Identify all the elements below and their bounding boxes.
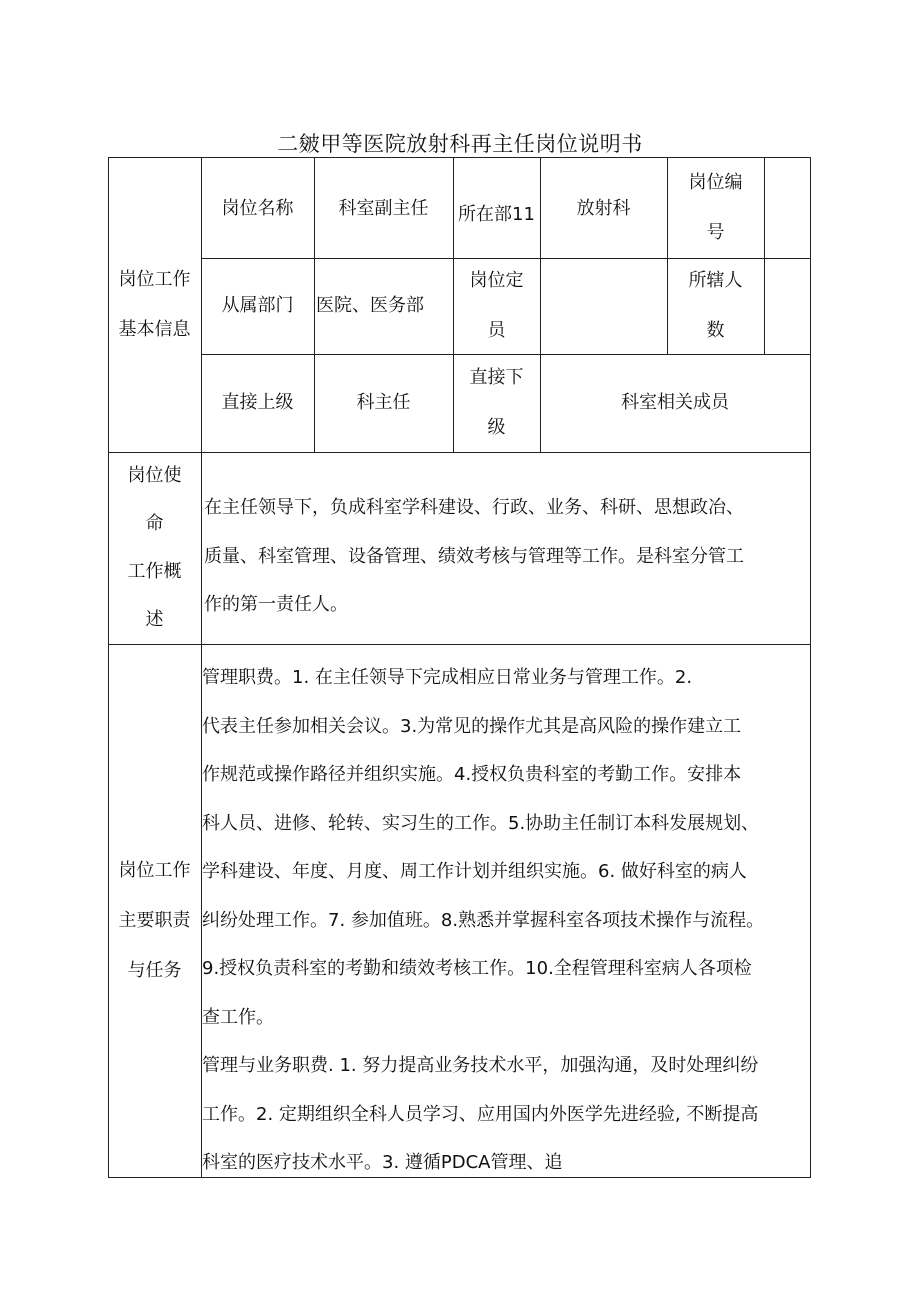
mission-label bbox=[108, 452, 201, 644]
mission-line: 在主任领导下，负成科室学科建设、行政、业务、科研、思想政冶、 bbox=[204, 497, 744, 518]
direct-subordinate-label bbox=[453, 354, 540, 452]
duties-label bbox=[108, 846, 201, 996]
duties-line: 作规范或操作路径并组织实施。4.授权负贵科室的考勤工作。安排本 bbox=[202, 764, 742, 785]
post-name-label: 岗位名称 bbox=[221, 198, 294, 219]
duties-label-line3: 与任务 bbox=[127, 960, 182, 981]
duties-line: 科人员、进修、轮转、实习生的工作。5.协助主任制订本科发展规划、 bbox=[202, 812, 760, 834]
duties-line: 查工作。 bbox=[202, 1006, 274, 1028]
subordinates-count-label bbox=[667, 258, 764, 354]
duties-text bbox=[202, 654, 764, 1188]
post-number-label bbox=[667, 157, 764, 258]
duties-line: 科室的医疗技术水平。3. 遵循PDCA管理、追 bbox=[202, 1152, 563, 1173]
page-title: 二皴甲等医院放射科再主任岗位说明书 bbox=[277, 132, 643, 156]
basic-info-label-line2: 基本信息 bbox=[118, 318, 191, 340]
mission-text bbox=[204, 484, 744, 630]
post-number-label-line1: 岗位编 bbox=[688, 171, 743, 193]
duties-line: 代表主任参加相关会议。3.为常见的操作尤其是高风险的操作建立工 bbox=[202, 715, 742, 737]
duties-line: 纠纷处理工作。7. 参加值班。8.熟悉并掌握科室各项技术操作与流程。 bbox=[202, 909, 765, 931]
subordinates-count-label-line1: 所辖人 bbox=[688, 270, 743, 291]
mission-label-line1: 岗位使 bbox=[127, 465, 182, 486]
duties-label-line1: 岗位工作 bbox=[118, 860, 191, 881]
subordinates-count-label-line2: 数 bbox=[706, 320, 725, 341]
dept-label: 所在部11 bbox=[458, 204, 535, 225]
affiliation-label: 从属部门 bbox=[221, 295, 294, 316]
direct-subordinate-label-line1: 直接下 bbox=[469, 367, 524, 388]
direct-subordinate-value: 科室相关成员 bbox=[621, 392, 729, 413]
mission-line: 作的第一责任人。 bbox=[204, 594, 348, 615]
superior-label: 直接上级 bbox=[221, 392, 294, 413]
post-name-value: 科室副主任 bbox=[338, 198, 429, 219]
mission-label-line2: 命 bbox=[145, 513, 164, 534]
duties-line: 管理职费。1. 在主任领导下完成相应日常业务与管理工作。2. bbox=[202, 667, 693, 688]
duties-line: 9.授权负责科室的考勤和绩效考核工作。10.全程管理科室病人各项检 bbox=[202, 958, 752, 979]
superior-value: 科主任 bbox=[356, 392, 411, 413]
basic-info-section-label bbox=[108, 157, 201, 452]
mission-line: 质量、科室管理、设备管理、绩效考核与管理等工作。是科室分管工 bbox=[204, 545, 744, 567]
direct-subordinate-label-line2: 级 bbox=[487, 417, 506, 438]
quota-label bbox=[453, 258, 540, 354]
duties-label-line2: 主要职责 bbox=[118, 910, 191, 931]
affiliation-value: 医院、医务部 bbox=[316, 295, 424, 316]
duties-line: 学科建设、年度、月度、周工作计划并组织实施。6. 做好科室的病人 bbox=[202, 861, 747, 882]
quota-label-line1: 岗位定 bbox=[469, 270, 524, 291]
mission-label-line4: 述 bbox=[145, 609, 164, 630]
duties-line: 管理与业务职费. 1. 努力提高业务技术水平，加强沟通，及时处理纠纷 bbox=[202, 1055, 759, 1076]
mission-label-line3: 工作概 bbox=[127, 561, 182, 582]
dept-value: 放射科 bbox=[576, 198, 631, 219]
duties-line: 工作。2. 定期组织全科人员学习、应用国内外医学先进经验, 不断提高 bbox=[202, 1103, 759, 1125]
post-number-label-line2: 号 bbox=[706, 221, 725, 243]
quota-label-line2: 员 bbox=[487, 320, 506, 341]
basic-info-label-line1: 岗位工作 bbox=[118, 268, 191, 290]
